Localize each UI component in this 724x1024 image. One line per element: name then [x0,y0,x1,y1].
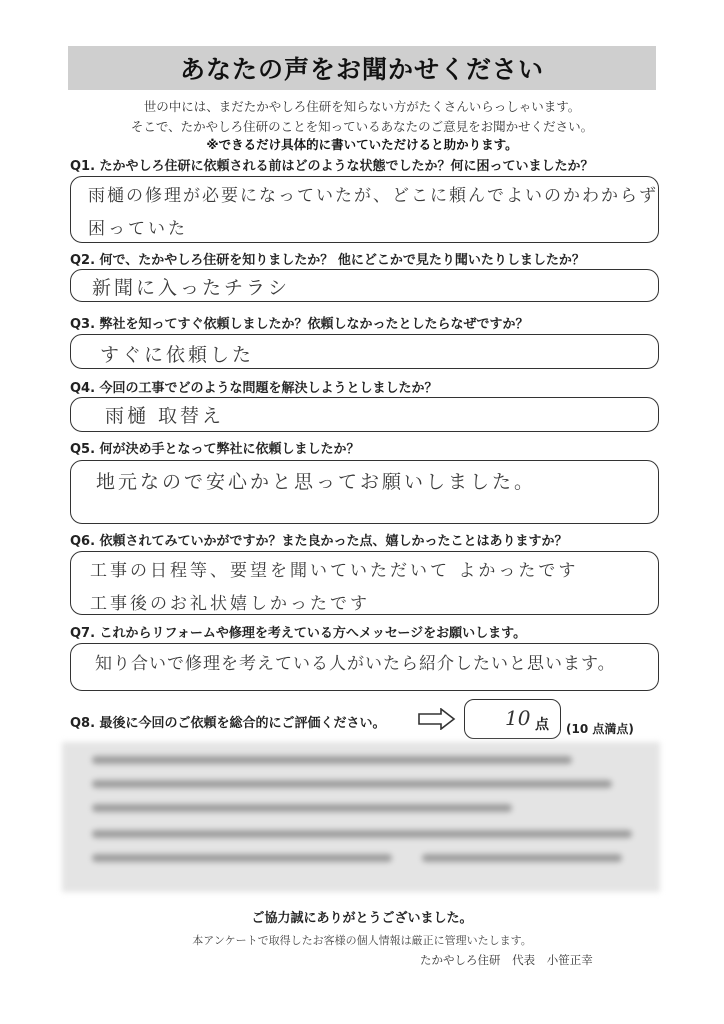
question-8-label: Q8. 最後に今回のご依頼を総合的にご評価ください。 [70,716,386,731]
question-7-label: Q7. これからリフォームや修理を考えている方へメッセージをお願いします。 [70,626,527,641]
question-1-label: Q1. たかやしろ住研に依頼される前はどのような状態でしたか？何に困っていましたか？ [70,159,594,174]
redacted-blur-region [62,742,660,892]
answer-6-line-2: 工事後のお礼状嬉しかったです [90,594,370,614]
thanks-message: ご協力誠にありがとうございました。 [251,911,473,926]
page-title: あなたの声をお聞かせください [179,55,544,84]
survey-title-bar [68,46,656,90]
score-value: 10 [505,706,531,730]
answer-1-line-1: 雨樋の修理が必要になっていたが、どこに頼んでよいのかわからず [88,186,658,206]
score-max-note: (10 点満点) [566,722,634,736]
arrow-right-icon [418,708,456,730]
intro-line-2: そこで、たかやしろ住研のことを知っているあなたのご意見をお聞かせください。 [130,119,594,134]
answer-5-line-1: 地元なので安心かと思ってお願いしました。 [96,471,537,493]
answer-1-line-2: 困っていた [88,219,188,239]
question-5-label: Q5. 何が決め手となって弊社に依頼しましたか？ [70,442,360,457]
question-6-label: Q6. 依頼されてみていかがですか？また良かった点、嬉しかったことはありますか？ [70,534,568,549]
intro-note: ※できるだけ具体的に書いていただけると助かります。 [206,137,518,152]
privacy-notice: 本アンケートで取得したお客様の個人情報は厳正に管理いたします。 [192,934,532,947]
intro-line-1: 世の中には、まだたかやしろ住研を知らない方がたくさんいらっしゃいます。 [143,99,581,114]
answer-3-line-1: すぐに依頼した [100,344,255,366]
answer-6-line-1: 工事の日程等、要望を聞いていただいて よかったです [90,561,579,581]
company-signature: たかやしろ住研 代表 小笹正幸 [420,953,593,967]
score-unit: 点 [535,717,549,733]
answer-4-line-1: 雨樋 取替え [105,405,225,427]
question-3-label: Q3. 弊社を知ってすぐ依頼しましたか？依頼しなかったとしたらなぜですか？ [70,317,529,332]
question-4-label: Q4. 今回の工事でどのような問題を解決しようとしましたか？ [70,381,438,396]
answer-7-line-1: 知り合いで修理を考えている人がいたら紹介したいと思います。 [95,654,616,674]
question-2-label: Q2. 何で、たかやしろ住研を知りましたか？ 他にどこかで見たり聞いたりしましたか？ [70,253,585,268]
answer-2-line-1: 新聞に入ったチラシ [92,277,291,299]
